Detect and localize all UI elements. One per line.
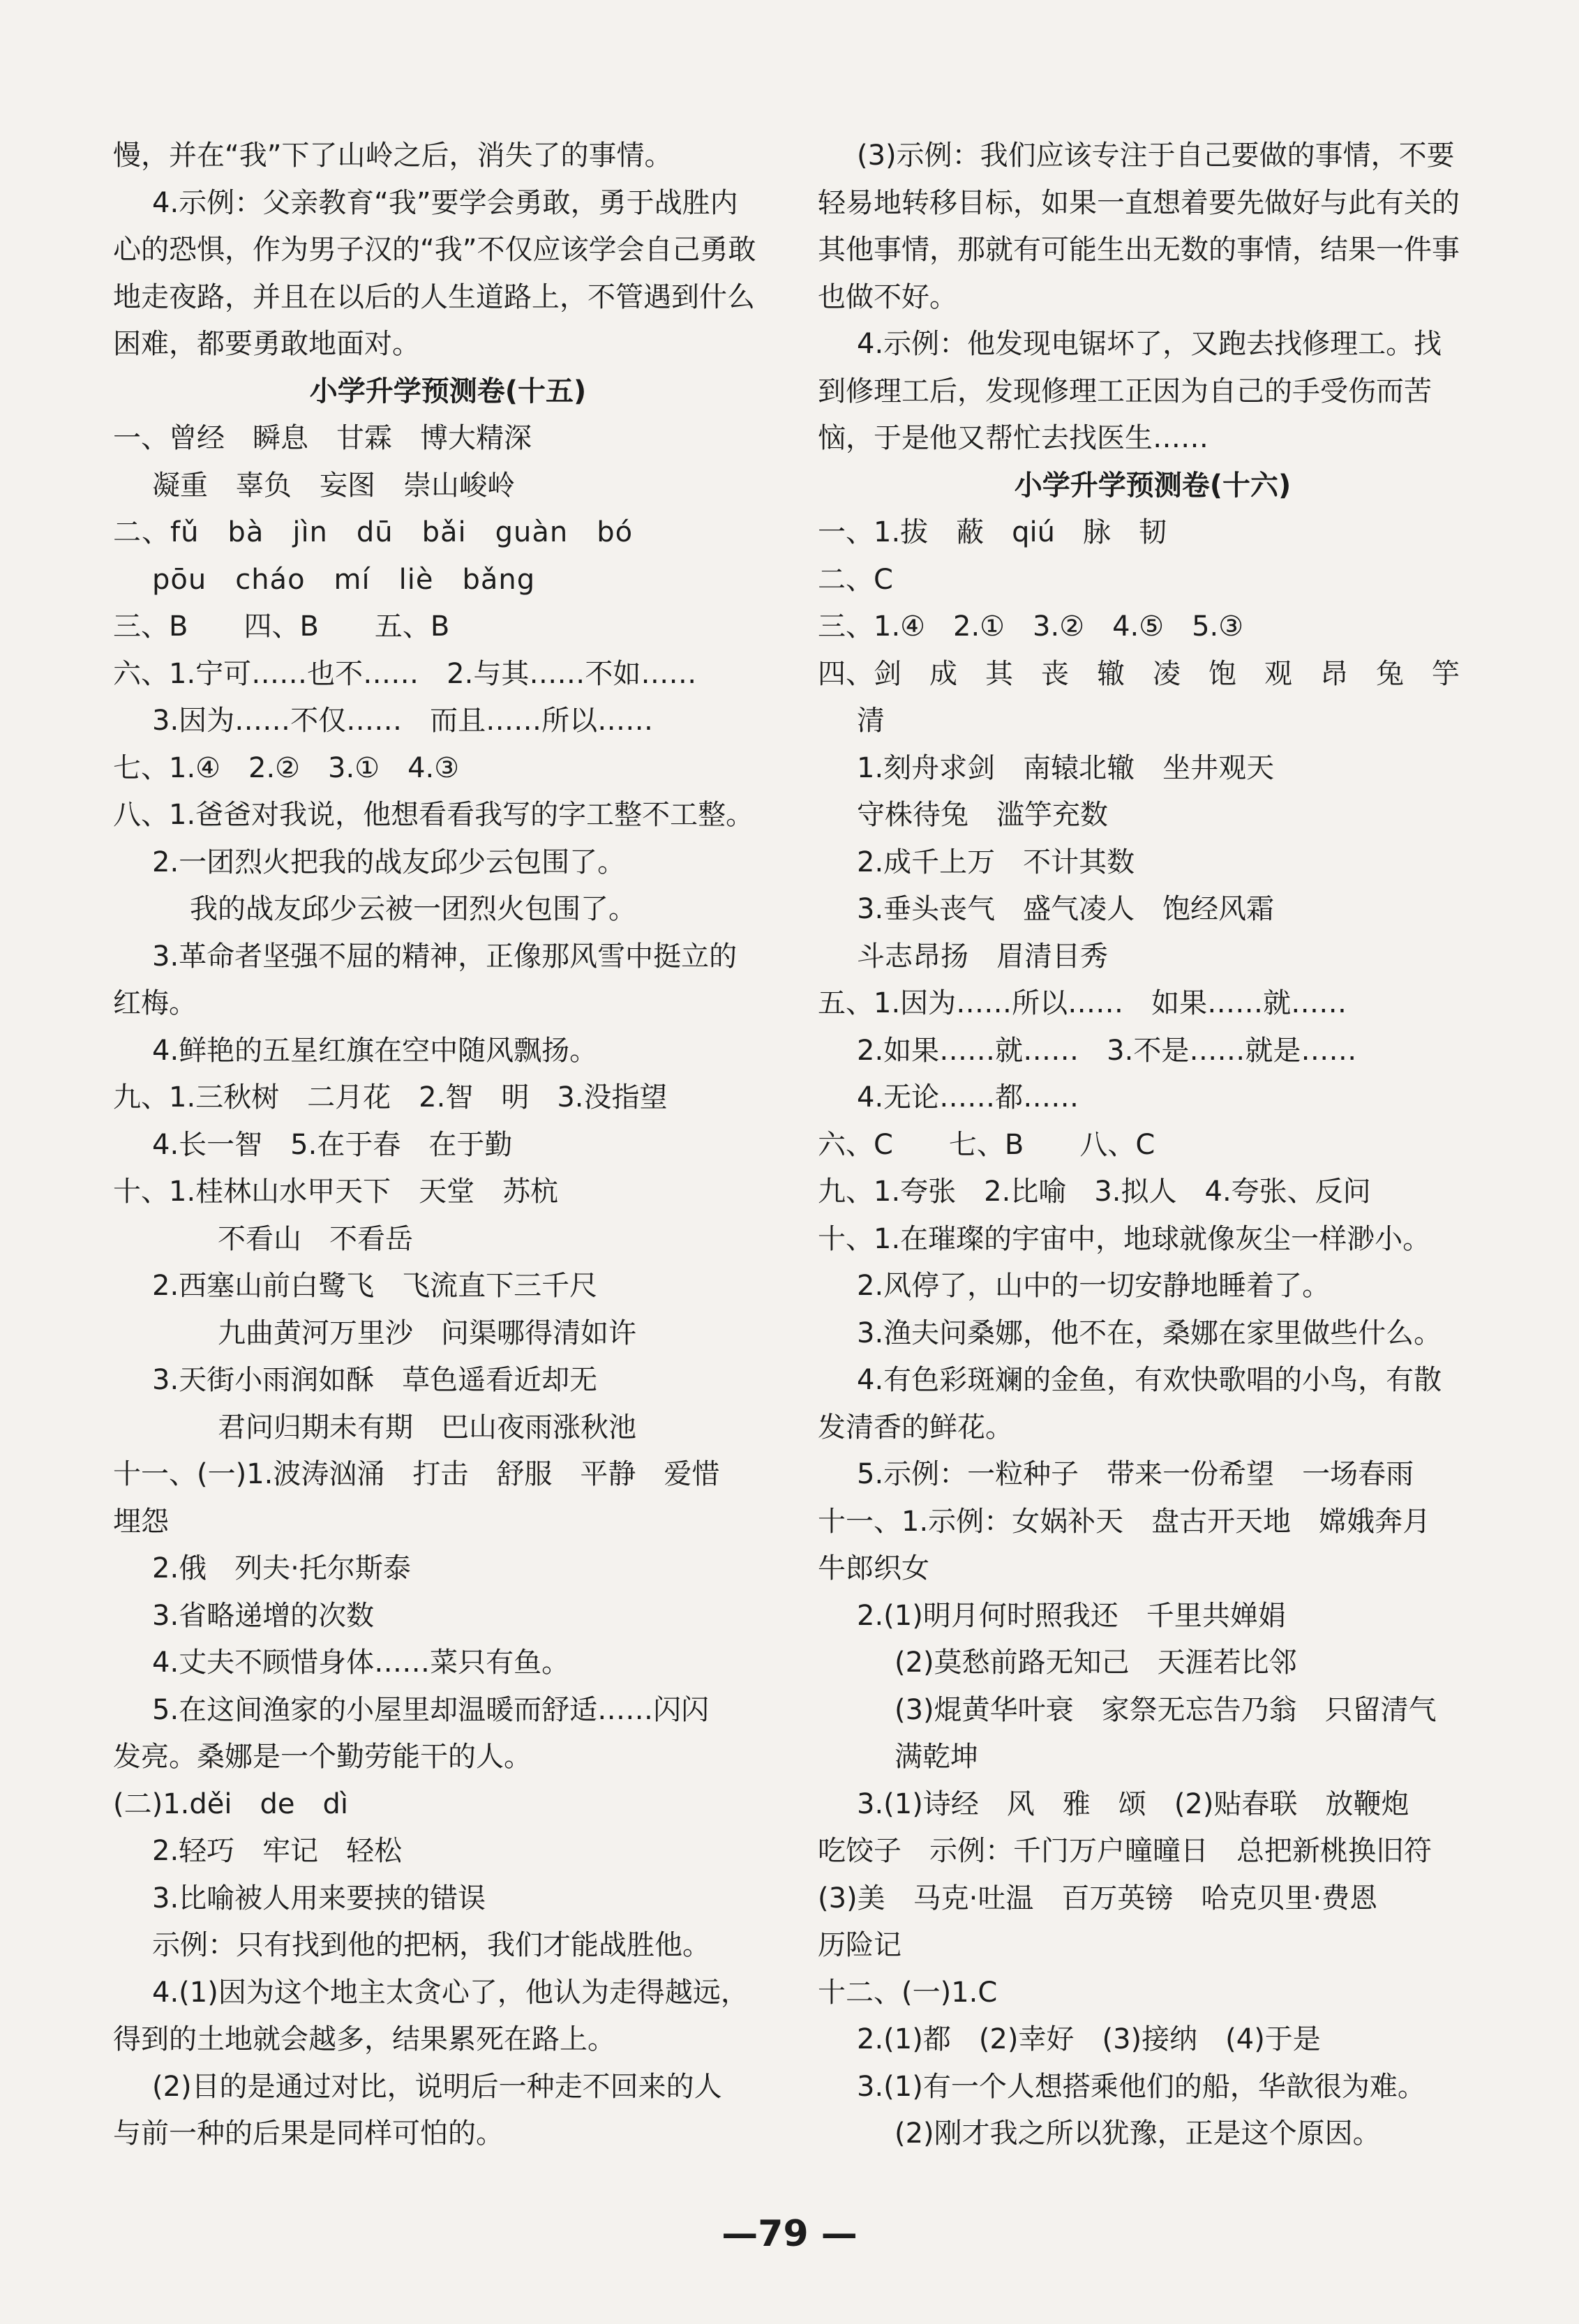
left-text-line: 二、fǔ bà jìn dū bǎi guàn bó [113,516,634,548]
right-text-line: 吃饺子 示例：千门万户曈曈日 总把新桃换旧符 [818,1835,1432,1867]
right-text-line: 也做不好。 [818,280,957,313]
left-text-line: (二)1.děi de dì [113,1787,348,1820]
right-text-line: 轻易地转移目标，如果一直想着要先做好与此有关的 [818,186,1460,219]
page-number: —79 — [721,2213,858,2255]
left-text-line: 六、1.宁可……也不…… 2.与其……不如…… [113,657,697,690]
left-text-line: 得到的土地就会越多，结果累死在路上。 [113,2023,615,2055]
left-text-line: 三、B 四、B 五、B [113,610,450,643]
left-text-line: (2)目的是通过对比，说明后一种走不回来的人 [152,2070,722,2103]
right-text-line: (3)示例：我们应该专注于自己要做的事情，不要 [857,140,1455,172]
left-text-line: 凝重 辜负 妄图 崇山峻岭 [152,469,515,502]
right-text-line: (2)刚才我之所以犹豫，正是这个原因。 [895,2117,1381,2150]
right-column [818,133,1488,2158]
left-text-line: pōu cháo mí liè bǎng [152,563,536,596]
right-text-line: 4.有色彩斑斓的金鱼，有欢快歌唱的小鸟，有散 [857,1364,1442,1396]
right-text-line: 2.风停了，山中的一切安静地睡着了。 [857,1270,1331,1302]
left-text-line: 2.轻巧 牢记 轻松 [152,1835,403,1867]
right-text-line: 十、1.在璀璨的宇宙中，地球就像灰尘一样渺小。 [818,1222,1431,1255]
left-text-line: 3.革命者坚强不屈的精神，正像那风雪中挺立的 [152,940,738,973]
left-text-line: 2.西塞山前白鹭飞 飞流直下三千尺 [152,1270,598,1302]
left-text-line: 十一、(一)1.波涛汹涌 打击 舒服 平静 爱惜 [113,1458,720,1490]
right-text-line: 到修理工后，发现修理工正因为自己的手受伤而苦 [818,375,1432,407]
right-section-heading: 小学升学预测卷(十六) [1014,469,1292,502]
right-text-line: 六、C 七、B 八、C [818,1128,1155,1161]
left-text-line: 七、1.④ 2.② 3.① 4.③ [113,751,460,784]
right-text-line: 2.(1)明月何时照我还 千里共婵娟 [857,1599,1286,1632]
right-text-line: 五、1.因为……所以…… 如果……就…… [818,987,1347,1019]
right-text-line: 九、1.夸张 2.比喻 3.拟人 4.夸张、反问 [818,1176,1371,1208]
left-text-line: 慢，并在“我”下了山岭之后，消失了的事情。 [113,140,673,172]
left-text-line: 5.在这间渔家的小屋里却温暖而舒适……闪闪 [152,1693,710,1726]
right-text-line: 十一、1.示例：女娲补天 盘古开天地 嫦娥奔月 [818,1505,1431,1538]
right-text-line: 清 [857,705,885,737]
left-text-line: 2.一团烈火把我的战友邱少云包围了。 [152,846,626,878]
left-text-line: 4.长一智 5.在于春 在于勤 [152,1128,513,1161]
right-text-line: 一、1.拔 蔽 qiú 脉 韧 [818,516,1167,548]
left-text-line: 埋怨 [113,1505,169,1538]
left-text-line: 心的恐惧，作为男子汉的“我”不仅应该学会自己勇敢 [113,234,756,266]
left-text-line: 4.示例：父亲教育“我”要学会勇敢，勇于战胜内 [152,186,738,219]
left-text-line: 2.俄 列夫·托尔斯泰 [152,1552,411,1584]
right-text-line: 3.(1)诗经 风 雅 颂 (2)贴春联 放鞭炮 [857,1787,1409,1820]
right-text-line: 1.刻舟求剑 南辕北辙 坐井观天 [857,751,1275,784]
left-column [113,133,783,2158]
right-text-line: (2)莫愁前路无知己 天涯若比邻 [895,1647,1297,1679]
left-text-line: 与前一种的后果是同样可怕的。 [113,2117,504,2150]
right-text-line: 守株待兔 滥竽充数 [857,799,1108,831]
left-text-line: 我的战友邱少云被一团烈火包围了。 [190,893,636,925]
right-text-line: 斗志昂扬 眉清目秀 [857,940,1108,973]
right-text-line: 恼，于是他又帮忙去找医生…… [818,422,1208,454]
left-text-line: 发亮。桑娜是一个勤劳能干的人。 [113,1741,532,1773]
right-text-line: 3.(1)有一个人想搭乘他们的船，华歆很为难。 [857,2070,1425,2103]
right-text-line: 3.垂头丧气 盛气凌人 饱经风霜 [857,893,1275,925]
left-text-line: 4.(1)因为这个地主太贪心了，他认为走得越远， [152,1976,749,2009]
right-text-line: 二、C [818,563,893,596]
left-text-line: 九、1.三秋树 二月花 2.智 明 3.没指望 [113,1081,668,1114]
left-text-line: 3.比喻被人用来要挟的错误 [152,1882,486,1914]
right-text-line: 2.(1)都 (2)幸好 (3)接纳 (4)于是 [857,2023,1321,2055]
left-text-line: 十、1.桂林山水甲天下 天堂 苏杭 [113,1176,559,1208]
left-text-line: 4.丈夫不顾惜身体……菜只有鱼。 [152,1647,570,1679]
left-text-line: 4.鲜艳的五星红旗在空中随风飘扬。 [152,1034,598,1067]
left-text-line: 不看山 不看岳 [218,1222,413,1255]
left-text-line: 3.省略递增的次数 [152,1599,375,1632]
right-text-line: 4.无论……都…… [857,1081,1079,1114]
right-text-line: 四、剑 成 其 丧 辙 凌 饱 观 昂 兔 竽 [818,657,1460,690]
right-text-line: 十二、(一)1.C [818,1976,998,2009]
right-text-line: 2.成千上万 不计其数 [857,846,1135,878]
right-text-line: 2.如果……就…… 3.不是……就是…… [857,1034,1357,1067]
left-text-line: 红梅。 [113,987,197,1019]
right-text-line: (3)焜黄华叶衰 家祭无忘告乃翁 只留清气 [895,1693,1437,1726]
right-text-line: 历险记 [818,1929,901,1961]
left-text-line: 一、曾经 瞬息 甘霖 博大精深 [113,422,532,454]
left-text-line: 示例：只有找到他的把柄，我们才能战胜他。 [152,1929,710,1961]
left-section-heading: 小学升学预测卷(十五) [309,375,587,407]
right-text-line: 牛郎织女 [818,1552,929,1584]
left-text-line: 君问归期未有期 巴山夜雨涨秋池 [218,1411,636,1444]
right-text-line: 发清香的鲜花。 [818,1411,1013,1444]
left-text-line: 3.天街小雨润如酥 草色遥看近却无 [152,1364,598,1396]
left-text-line: 困难，都要勇敢地面对。 [113,328,420,360]
right-text-line: 3.渔夫问桑娜，他不在，桑娜在家里做些什么。 [857,1317,1442,1349]
right-text-line: 5.示例：一粒种子 带来一份希望 一场春雨 [857,1458,1414,1490]
left-text-line: 3.因为……不仅…… 而且……所以…… [152,705,654,737]
left-text-line: 八、1.爸爸对我说，他想看看我写的字工整不工整。 [113,799,754,831]
right-text-line: (3)美 马克·吐温 百万英镑 哈克贝里·费恩 [818,1882,1378,1914]
left-text-line: 九曲黄河万里沙 问渠哪得清如许 [218,1317,636,1349]
right-text-line: 满乾坤 [895,1741,978,1773]
left-text-line: 地走夜路，并且在以后的人生道路上，不管遇到什么 [113,280,755,313]
right-text-line: 其他事情，那就有可能生出无数的事情，结果一件事 [818,234,1460,266]
right-text-line: 4.示例：他发现电锯坏了，又跑去找修理工。找 [857,328,1442,360]
right-text-line: 三、1.④ 2.① 3.② 4.⑤ 5.③ [818,610,1244,643]
